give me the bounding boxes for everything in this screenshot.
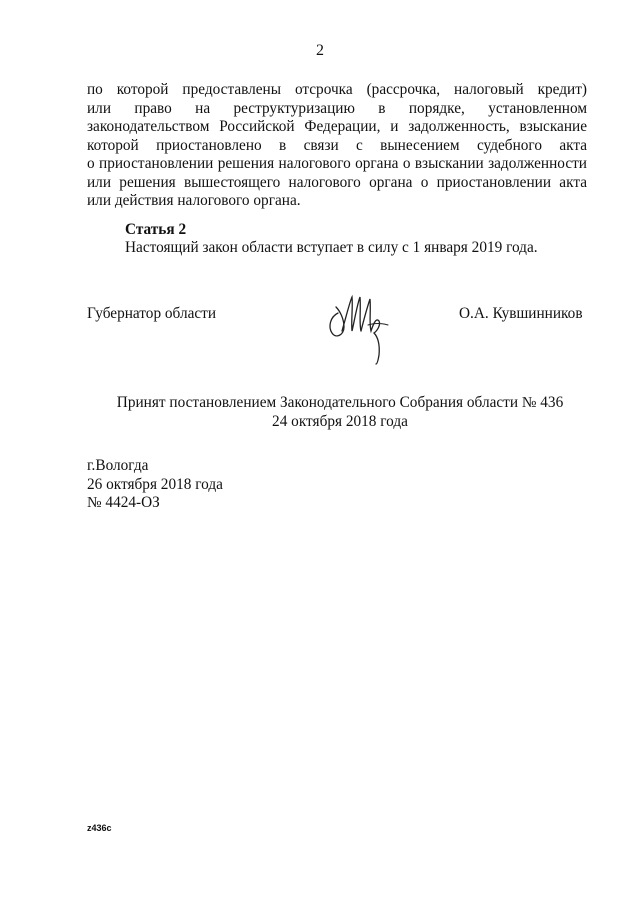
paragraph-line: которой приостановлено в связи с вынесением судебного акта: [87, 136, 587, 154]
paragraph-line: или право на реструктуризацию в порядке, установленном: [87, 99, 587, 117]
city: г.Вологда: [87, 457, 149, 474]
page-number: 2: [316, 42, 324, 59]
article-title: Статья 2: [125, 221, 187, 238]
governor-title: Губернатор области: [87, 305, 217, 322]
adoption-note: [0, 394, 640, 431]
paragraph-line: о приостановлении решения налогового органа о взыскании задолженности: [87, 155, 587, 172]
adoption-date: 24 октября 2018 года: [272, 412, 408, 430]
article-text: Настоящий закон области вступает в силу с 1 января 2019 года.: [125, 239, 538, 256]
governor-name: О.А. Кувшинников: [459, 305, 583, 322]
signing-date: 26 октября 2018 года: [87, 475, 223, 493]
paragraph-line: или действия налогового органа.: [87, 192, 301, 209]
place-date-number: [87, 457, 223, 513]
handwritten-signature: [324, 287, 394, 365]
paragraph-continuation: [87, 81, 587, 211]
paragraph-line: по которой предоставлены отсрочка (рассрочка, налоговый кредит): [87, 81, 587, 98]
paragraph-line: законодательством Российской Федерации, и задолженность, взыскание: [87, 118, 587, 135]
footer-code: z436c: [87, 823, 112, 833]
law-number: № 4424-ОЗ: [87, 494, 160, 511]
adoption-line: Принят постановлением Законодательного Собрания области № 436: [116, 394, 564, 411]
paragraph-line: или решения вышестоящего налогового органа о приостановлении акта: [87, 173, 587, 191]
